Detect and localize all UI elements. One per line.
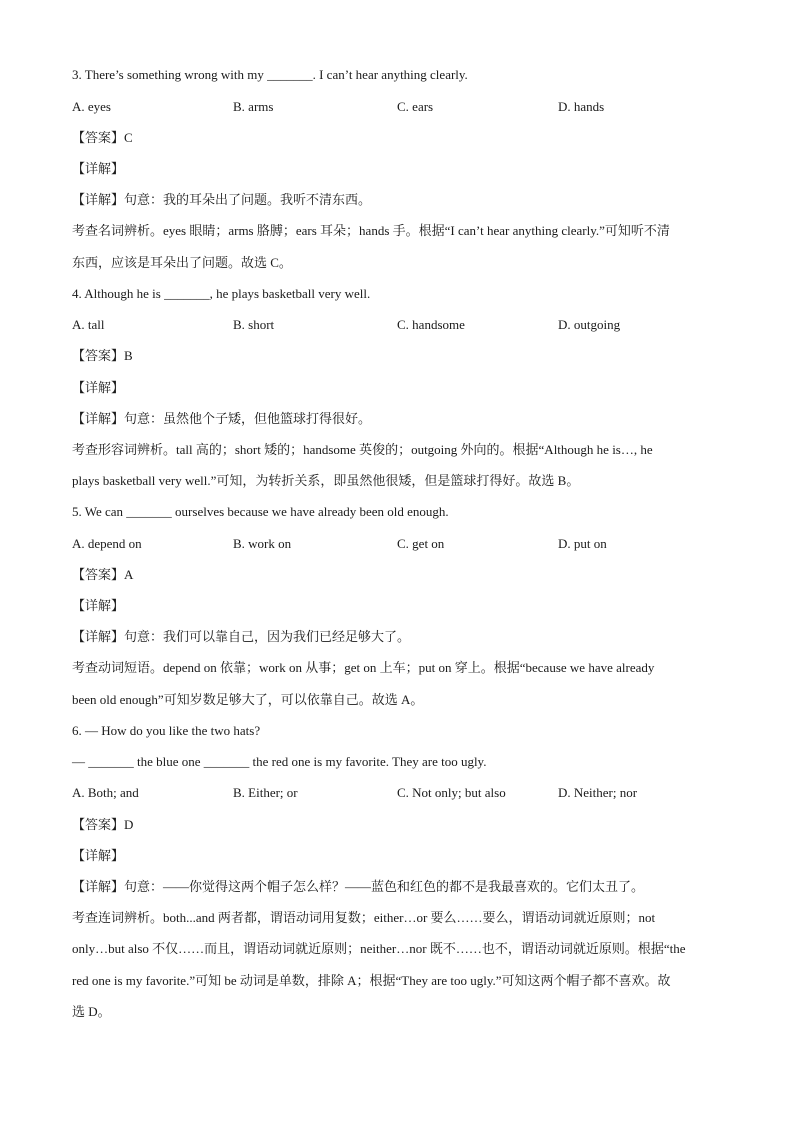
answer-value: B — [124, 348, 133, 363]
option-c: C. Not only; but also — [397, 785, 506, 800]
question-6-stem: 6. — How do you like the two hats? — [72, 723, 261, 738]
option-c: C. handsome — [397, 317, 465, 332]
question-4-meaning — [72, 410, 732, 428]
option-b: B. Either; or — [233, 785, 298, 800]
question-4-stem: 4. Although he is _______, he plays basketball very well. — [72, 286, 371, 301]
option-c: C. ears — [397, 99, 434, 114]
detail-label: 【详解】 — [72, 411, 125, 426]
option-d: D. hands — [558, 99, 605, 114]
option-a: A. Both; and — [72, 785, 139, 800]
meaning-text: 句意：我们可以靠自己，因为我们已经足够大了。 — [124, 629, 411, 644]
question-6-answer — [72, 816, 732, 834]
question-5-answer — [72, 566, 732, 584]
question-5-analysis-line-2: been old enough”可知岁数足够大了，可以依靠自己。故选 A。 — [72, 692, 424, 707]
detail-label: 【详解】 — [72, 629, 125, 644]
question-5-detail-heading: 【详解】 — [72, 598, 125, 613]
question-6-analysis-line-4: 选 D。 — [72, 1004, 111, 1019]
option-b: B. short — [233, 317, 275, 332]
question-3-stem: 3. There’s something wrong with my _______. I can’t hear anything clearly. — [72, 67, 468, 82]
answer-label: 【答案】 — [72, 817, 125, 832]
question-5-analysis-line-1: 考查动词短语。depend on 依靠；work on 从事；get on 上车；put on 穿上。根据“because we have already — [72, 660, 655, 675]
question-3-answer — [72, 129, 732, 147]
question-4-analysis-line-1: 考查形容词辨析。tall 高的；short 矮的；handsome 英俊的；outgoing 外向的。根据“Although he is…, he — [72, 442, 653, 457]
answer-label: 【答案】 — [72, 567, 125, 582]
option-c: C. get on — [397, 536, 445, 551]
question-5-meaning — [72, 628, 732, 646]
option-d: D. outgoing — [558, 317, 621, 332]
option-b: B. arms — [233, 99, 274, 114]
answer-label: 【答案】 — [72, 130, 125, 145]
question-6-stem-reply: — _______ the blue one _______ the red one is my favorite. They are too ugly. — [72, 754, 487, 769]
option-a: A. tall — [72, 317, 105, 332]
meaning-text: 句意：虽然他个子矮，但他篮球打得很好。 — [124, 411, 372, 426]
question-6-analysis-line-3: red one is my favorite.”可知 be 动词是单数，排除 A；根据“They are too ugly.”可知这两个帽子都不喜欢。故 — [72, 973, 671, 988]
question-6-analysis-line-1: 考查连词辨析。both...and 两者都，谓语动词用复数；either…or 要么……要么，谓语动词就近原则；not — [72, 910, 656, 925]
option-a: A. depend on — [72, 536, 142, 551]
detail-label: 【详解】 — [72, 879, 125, 894]
question-3-detail-heading: 【详解】 — [72, 161, 125, 176]
question-4-analysis-line-2: plays basketball very well.”可知，为转折关系，即虽然他很矮，但是篮球打得好。故选 B。 — [72, 473, 580, 488]
answer-label: 【答案】 — [72, 348, 125, 363]
question-3-meaning — [72, 191, 732, 209]
question-6-analysis-line-2: only…but also 不仅……而且，谓语动词就近原则；neither…nor 既不……也不，谓语动词就近原则。根据“the — [72, 941, 686, 956]
option-b: B. work on — [233, 536, 292, 551]
question-3-analysis-line-2: 东西，应该是耳朵出了问题。故选 C。 — [72, 255, 292, 270]
question-4-detail-heading: 【详解】 — [72, 380, 125, 395]
question-6-detail-heading: 【详解】 — [72, 848, 125, 863]
question-6-meaning — [72, 878, 732, 896]
answer-value: D — [124, 817, 134, 832]
meaning-text: 句意：我的耳朵出了问题。我听不清东西。 — [124, 192, 372, 207]
option-d: D. Neither; nor — [558, 785, 638, 800]
detail-label: 【详解】 — [72, 192, 125, 207]
question-4-answer — [72, 347, 732, 365]
option-d: D. put on — [558, 536, 607, 551]
question-3-analysis-line-1: 考查名词辨析。eyes 眼睛；arms 胳膊；ears 耳朵；hands 手。根据“I can’t hear anything clearly.”可知听不清 — [72, 223, 670, 238]
option-a: A. eyes — [72, 99, 111, 114]
answer-value: C — [124, 130, 133, 145]
meaning-text: 句意：——你觉得这两个帽子怎么样？——蓝色和红色的都不是我最喜欢的。它们太丑了。 — [124, 879, 645, 894]
question-5-stem: 5. We can _______ ourselves because we have already been old enough. — [72, 504, 449, 519]
answer-value: A — [124, 567, 134, 582]
